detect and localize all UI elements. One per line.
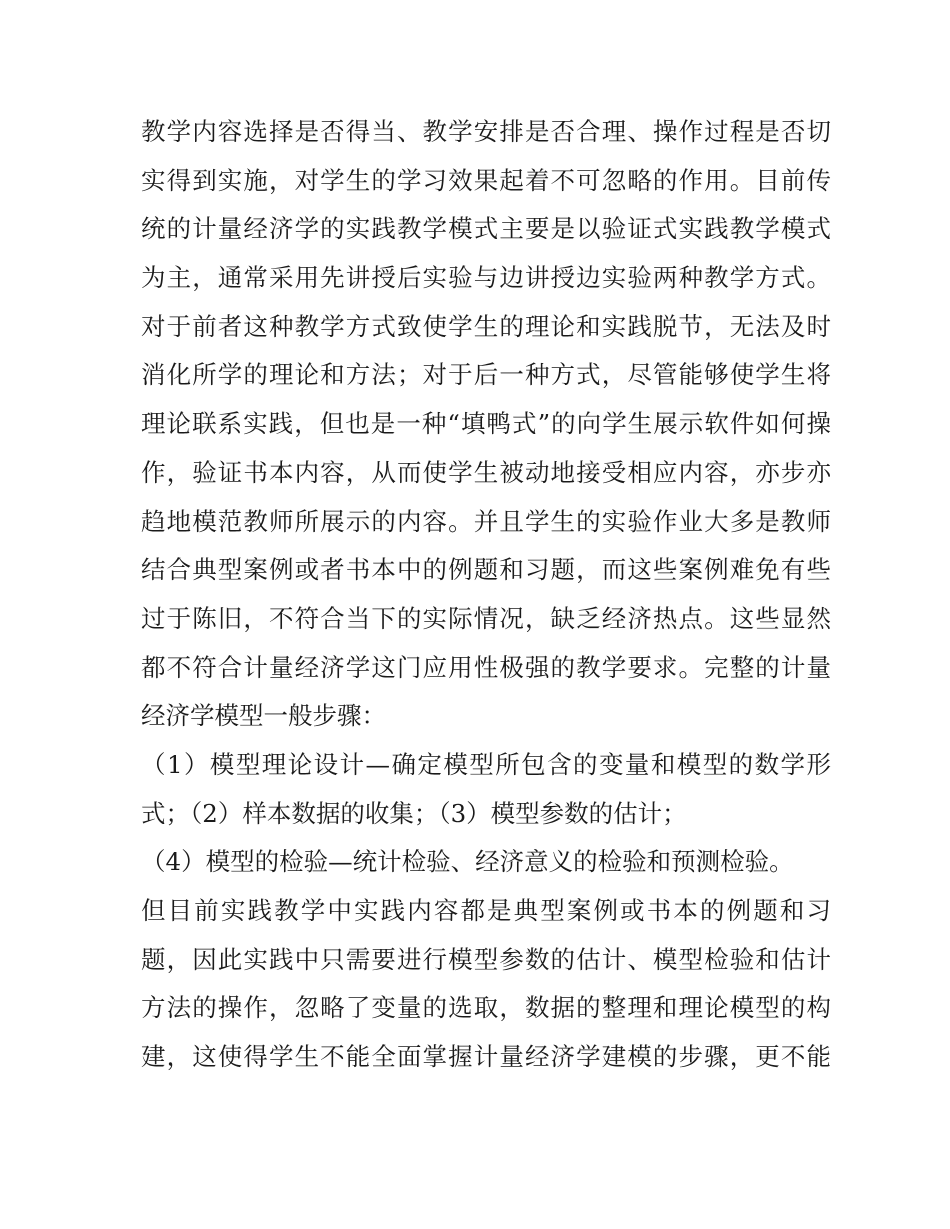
text-line: 但目前实践教学中实践内容都是典型案例或书本的例题和习 [141, 896, 831, 925]
text-line: 理论联系实践，但也是一种“填鸭式”的向学生展示软件如何操 [141, 409, 831, 439]
text-line: 结合典型案例或者书本中的例题和习题，而这些案例难免有些 [141, 555, 831, 585]
text-line: 作，验证书本内容，从而使学生被动地接受相应内容，亦步亦 [141, 457, 831, 487]
text-line: 式；（2）样本数据的收集；（3）模型参数的估计； [141, 798, 687, 828]
text-line: 方法的操作，忽略了变量的选取，数据的整理和理论模型的构 [141, 993, 831, 1023]
text-line: 趋地模范教师所展示的内容。并且学生的实验作业大多是教师 [141, 506, 831, 536]
text-line: （1）模型理论设计—确定模型所包含的变量和模型的数学形 [141, 749, 831, 779]
text-line: 对于前者这种教学方式致使学生的理论和实践脱节，无法及时 [141, 311, 831, 341]
body-text [141, 108, 831, 1082]
text-line: 实得到实施，对学生的学习效果起着不可忽略的作用。目前传 [141, 165, 831, 195]
text-line: 为主，通常采用先讲授后实验与边讲授边实验两种教学方式。 [141, 263, 831, 293]
text-line: （4）模型的检验—统计检验、经济意义的检验和预测检验。 [141, 847, 794, 877]
text-line: 题，因此实践中只需要进行模型参数的估计、模型检验和估计 [141, 944, 831, 974]
text-line: 过于陈旧，不符合当下的实际情况，缺乏经济热点。这些显然 [141, 603, 831, 633]
text-line: 教学内容选择是否得当、教学安排是否合理、操作过程是否切 [141, 117, 831, 146]
text-line: 都不符合计量经济学这门应用性极强的教学要求。完整的计量 [141, 652, 831, 682]
text-line: 消化所学的理论和方法；对于后一种方式，尽管能够使学生将 [141, 360, 831, 390]
text-line: 建，这使得学生不能全面掌握计量经济学建模的步骤，更不能 [141, 1042, 831, 1072]
text-line: 经济学模型一般步骤： [141, 701, 386, 731]
text-line: 统的计量经济学的实践教学模式主要是以验证式实践教学模式 [141, 214, 831, 244]
